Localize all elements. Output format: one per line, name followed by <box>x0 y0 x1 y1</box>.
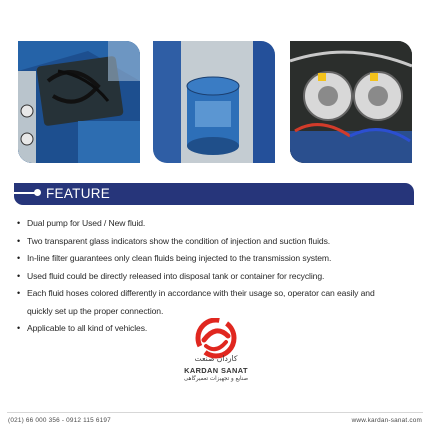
logo-name-english: KARDAN SANAT <box>184 366 248 375</box>
bullet-icon: • <box>17 235 21 246</box>
bullet-icon: • <box>17 253 21 263</box>
photo-dual-pump <box>290 41 412 163</box>
feature-item: • Applicable to all kind of vehicles. <box>17 320 413 338</box>
feature-item: • Dual pump for Used / New fluid. <box>17 215 413 233</box>
footer-divider <box>7 412 423 413</box>
dual-pump-illustration <box>290 41 412 163</box>
footer-phone: (021) 66 000 356 - 0912 115 6197 <box>8 417 111 424</box>
footer-website-link[interactable]: www.kardan-sanat.com <box>351 417 422 424</box>
feature-item-continuation: quickly set up the proper connection. <box>27 305 164 316</box>
bullet-icon: • <box>17 323 21 333</box>
photo-machine-panel <box>18 41 140 163</box>
bullet-icon: • <box>17 270 21 281</box>
feature-item: • In-line filter guarantees only clean fluids being injected to the transmission system. <box>17 250 413 268</box>
machine-panel-illustration <box>18 41 140 163</box>
feature-item: • Each fluid hoses colored differently in accordance with their usage so, operator can easily and <box>17 285 413 303</box>
logo-tagline: صنایع و تجهیزات تعمیرگاهی <box>183 376 249 382</box>
bullet-icon: • <box>17 218 21 228</box>
inline-filter-illustration <box>153 41 275 163</box>
feature-item: • Two transparent glass indicators show the condition of injection and suction fluids. <box>17 233 413 251</box>
bullet-icon: • <box>17 288 21 298</box>
feature-item: • Used fluid could be directly released into disposal tank or container for recycling. <box>17 268 413 286</box>
logo-name-persian: کاردان صنعت <box>194 354 238 363</box>
banner-dot-icon <box>34 189 41 196</box>
photo-inline-filter <box>153 41 275 163</box>
feature-title: FEATURE <box>46 186 111 201</box>
